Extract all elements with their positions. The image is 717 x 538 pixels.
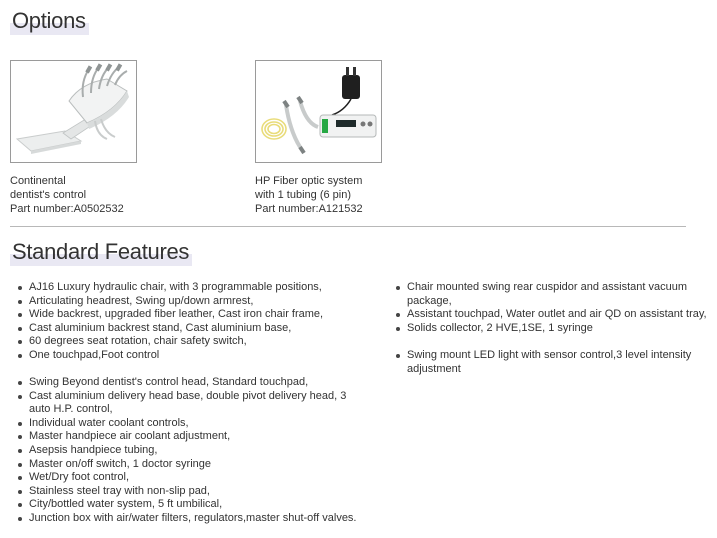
list-item: Swing Beyond dentist's control head, Standard touchpad, <box>11 376 381 390</box>
list-item: Chair mounted swing rear cuspidor and assistant vacuum package, <box>389 281 697 308</box>
list-item: Asepsis handpiece tubing, <box>11 444 381 458</box>
list-item: Solids collector, 2 HVE,1SE, 1 syringe <box>389 322 709 336</box>
list-item: AJ16 Luxury hydraulic chair, with 3 programmable positions, <box>11 281 381 295</box>
option-name-line1: Continental <box>10 175 66 187</box>
features-list-light <box>389 349 709 376</box>
list-item: Cast aluminium backrest stand, Cast aluminium base, <box>11 322 381 336</box>
features-list-chair <box>11 281 381 363</box>
fiber-optic-caption <box>255 174 405 216</box>
option-name-line2: dentist's control <box>10 189 87 201</box>
list-item: 60 degrees seat rotation, chair safety switch, <box>11 335 381 349</box>
list-item: Individual water coolant controls, <box>11 417 381 431</box>
option-name-line1: HP Fiber optic system <box>255 175 363 187</box>
list-item: Stainless steel tray with non-slip pad, <box>11 485 381 499</box>
option-name-line2: with 1 tubing (6 pin) <box>255 189 351 201</box>
option-part-number: Part number:A0502532 <box>10 203 124 215</box>
list-item: Wet/Dry foot control, <box>11 471 381 485</box>
dentist-control-thumbnail[interactable] <box>10 60 137 163</box>
list-item: Wide backrest, upgraded fiber leather, Cast iron chair frame, <box>11 308 381 322</box>
section-divider <box>10 226 686 227</box>
list-item: Articulating headrest, Swing up/down armrest, <box>11 295 381 309</box>
features-list-delivery <box>11 376 381 526</box>
fiber-optic-thumbnail[interactable] <box>255 60 382 163</box>
options-heading: Options <box>10 8 89 35</box>
list-item: Swing mount LED light with sensor control,3 level intensity adjustment <box>389 349 707 376</box>
option-part-number: Part number:A121532 <box>255 203 363 215</box>
list-item: Junction box with air/water filters, regulators,master shut-off valves. <box>11 512 381 526</box>
dental-control-head-image <box>11 61 136 162</box>
list-item: One touchpad,Foot control <box>11 349 381 363</box>
dentist-control-caption <box>10 174 150 216</box>
features-list-assistant <box>389 281 709 335</box>
fiber-optic-system-image <box>256 61 381 162</box>
list-item: Master handpiece air coolant adjustment, <box>11 430 381 444</box>
list-item: City/bottled water system, 5 ft umbilical, <box>11 498 381 512</box>
list-item: Cast aluminium delivery head base, double pivot delivery head, 3 auto H.P. control, <box>11 390 349 417</box>
list-item: Master on/off switch, 1 doctor syringe <box>11 458 381 472</box>
standard-features-heading: Standard Features <box>10 239 192 266</box>
list-item: Assistant touchpad, Water outlet and air QD on assistant tray, <box>389 308 709 322</box>
